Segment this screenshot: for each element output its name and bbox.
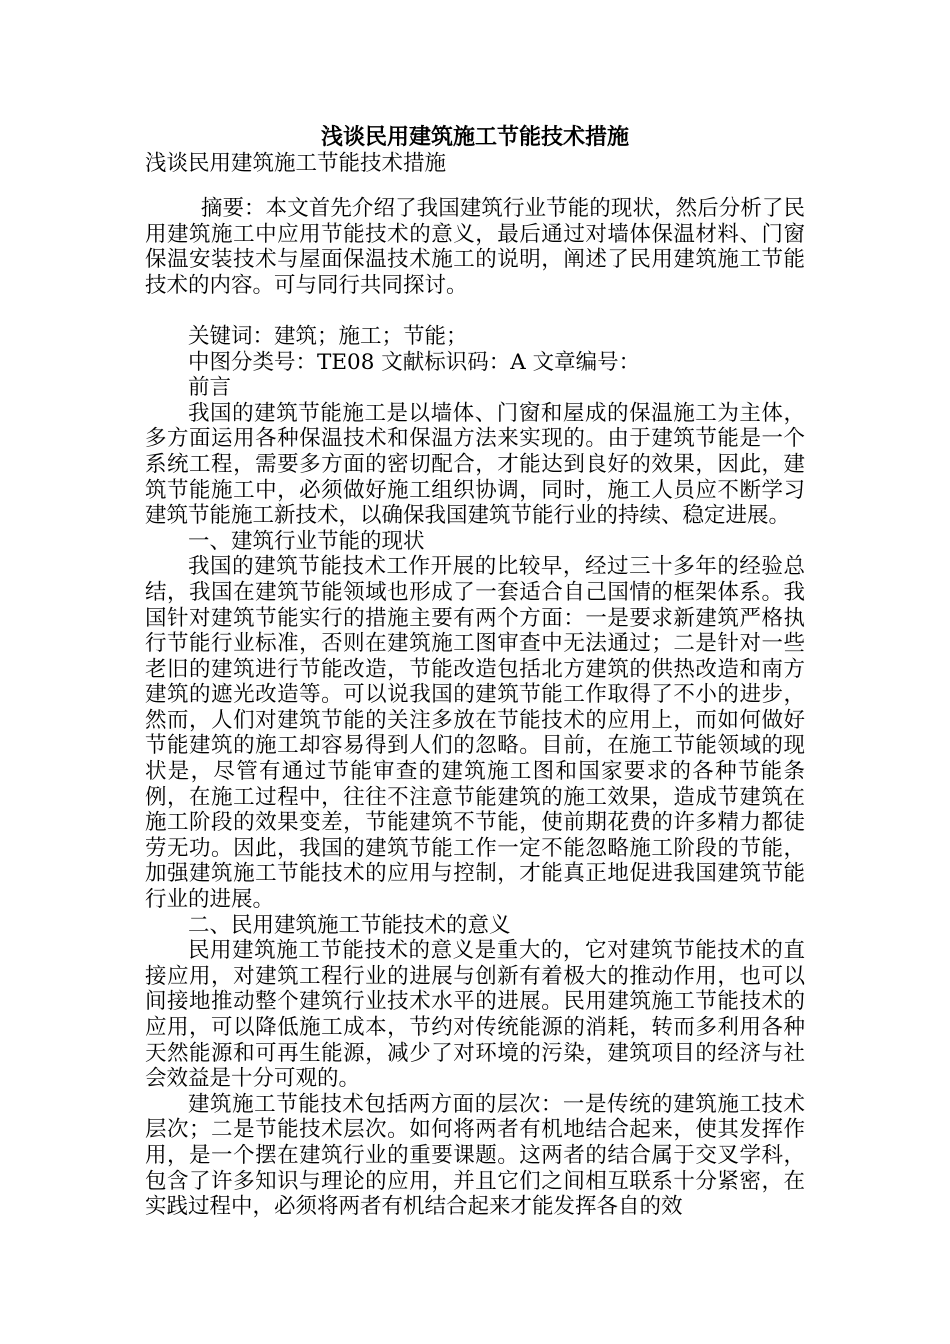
document-title: 浅谈民用建筑施工节能技术措施	[320, 124, 629, 150]
section-2-heading: 二、民用建筑施工节能技术的意义	[188, 912, 511, 938]
section-1-paragraph: 我国的建筑节能技术工作开展的比较早，经过三十多年的经验总结，我国在建筑节能领域也形成了一套适合自己国情的框架体系。我国针对建筑节能实行的措施主要有两个方面：一是要求新建筑严格执行节能行业标准，否则在建筑施工图审查中无法通过；二是针对一些老旧的建筑进行节能改造，节能改造包括北方建筑的供热改造和南方建筑的遮光改造等。可以说我国的建筑节能工作取得了不小的进步，然而，人们对建筑节能的关注多放在节能技术的应用上，而如何做好节能建筑的施工却容易得到人们的忽略。目前，在施工节能领域的现状是，尽管有通过节能审查的建筑施工图和国家要求的各种节能条例，在施工过程中，往往不注意节能建筑的施工效果，造成节建筑在施工阶段的效果变差，节能建筑不节能，使前期花费的许多精力都徒劳无功。因此，我国的建筑节能工作一定不能忽略施工阶段的节能，加强建筑施工节能技术的应用与控制，才能真正地促进我国建筑节能行业的进展。	[145, 554, 805, 913]
document-body	[145, 196, 805, 1220]
preface-paragraph: 我国的建筑节能施工是以墙体、门窗和屋成的保温施工为主体，多方面运用各种保温技术和保温方法来实现的。由于建筑节能是一个系统工程，需要多方面的密切配合，才能达到良好的效果，因此，建筑节能施工中，必须做好施工组织协调，同时，施工人员应不断学习建筑节能施工新技术，以确保我国建筑节能行业的持续、稳定进展。	[145, 400, 805, 529]
keywords-line: 关键词：建筑；施工；节能；	[188, 323, 468, 349]
document-subtitle: 浅谈民用建筑施工节能技术措施	[145, 151, 447, 176]
classification-line: 中图分类号：TE08 文献标识码：A 文章编号：	[188, 349, 641, 375]
abstract-paragraph: 摘要：本文首先介绍了我国建筑行业节能的现状，然后分析了民用建筑施工中应用节能技术的意义，最后通过对墙体保温材料、门窗保温安装技术与屋面保温技术施工的说明，阐述了民用建筑施工节能技术的内容。可与同行共同探讨。	[145, 196, 805, 298]
section-2-paragraph-2: 建筑施工节能技术包括两方面的层次：一是传统的建筑施工技术层次；二是节能技术层次。如何将两者有机地结合起来，使其发挥作用，是一个摆在建筑行业的重要课题。这两者的结合属于交叉学科，包含了许多知识与理论的应用，并且它们之间相互联系十分紧密，在实践过程中，必须将两者有机结合起来才能发挥各自的效	[145, 1091, 805, 1220]
section-1-heading: 一、建筑行业节能的现状	[188, 528, 425, 554]
preface-heading: 前言	[188, 375, 232, 401]
section-2-paragraph-1: 民用建筑施工节能技术的意义是重大的，它对建筑节能技术的直接应用，对建筑工程行业的进展与创新有着极大的推动作用，也可以间接地推动整个建筑行业技术水平的进展。民用建筑施工节能技术的应用，可以降低施工成本，节约对传统能源的消耗，转而多利用各种天然能源和可再生能源，减少了对环境的污染，建筑项目的经济与社会效益是十分可观的。	[145, 938, 805, 1092]
